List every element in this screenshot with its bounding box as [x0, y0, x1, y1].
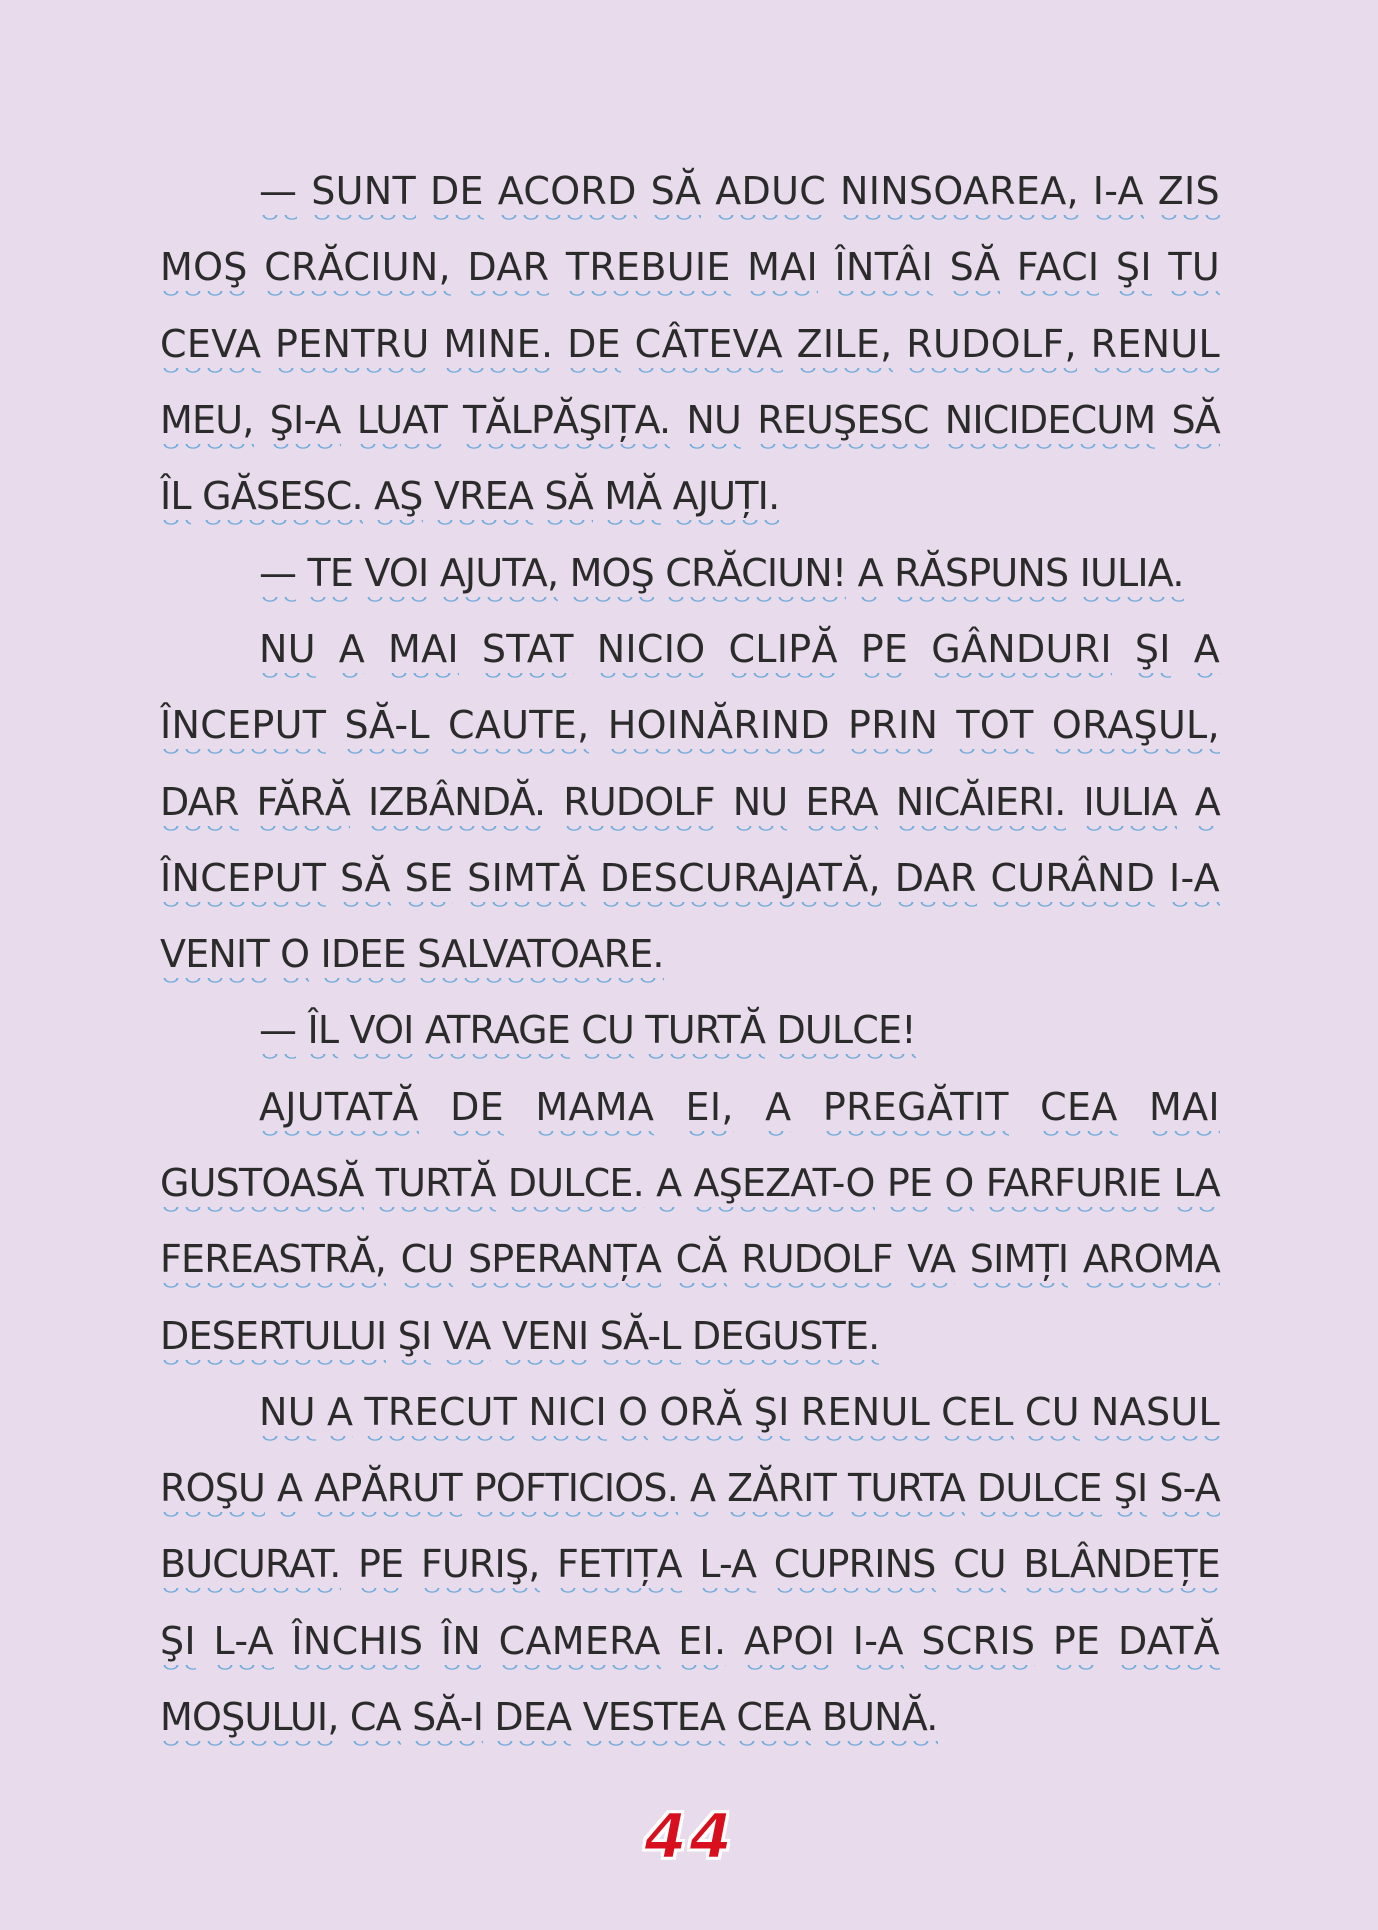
word: GÂNDURI — [931, 627, 1112, 677]
word: MAI — [388, 627, 459, 677]
word: SĂ — [544, 474, 593, 524]
word: ŞI — [160, 1619, 196, 1669]
word: TREBUIE — [566, 245, 731, 295]
word: A — [1194, 627, 1220, 677]
word: STAT — [482, 627, 574, 677]
word: MINE. — [443, 322, 553, 372]
word: RUDOLF, — [906, 322, 1077, 372]
word: ŞI — [1116, 245, 1152, 295]
word: CU — [581, 1008, 634, 1058]
word: ŞI — [398, 1314, 432, 1364]
word: AJUTA, — [440, 551, 559, 601]
word: MAI — [747, 245, 818, 295]
word: CAUTE, — [448, 703, 589, 753]
word: NU — [686, 398, 741, 448]
word: A — [339, 627, 365, 677]
text-line — [160, 156, 1220, 232]
word: ADUC — [715, 169, 826, 219]
text-line — [160, 232, 1220, 308]
word: TURTĂ — [645, 1008, 765, 1058]
word: CRĂCIUN, — [264, 245, 451, 295]
word: TRECUT — [364, 1390, 517, 1440]
word: VOI — [350, 1008, 414, 1058]
word: A — [656, 1161, 681, 1211]
word: O — [280, 932, 309, 982]
word: CA — [350, 1695, 401, 1745]
word: S-A — [1159, 1466, 1220, 1516]
text-line — [160, 614, 1220, 690]
word: CU — [953, 1542, 1006, 1592]
word: AJUȚI. — [673, 474, 780, 524]
word: RUDOLF — [741, 1237, 893, 1287]
word: A — [1195, 780, 1220, 830]
word: SUNT — [311, 169, 416, 219]
word: CEL — [941, 1390, 1014, 1440]
word: FARFURIE — [986, 1161, 1162, 1211]
word: MEU, — [160, 398, 254, 448]
word: SĂ-L — [600, 1314, 681, 1364]
word: TE — [307, 551, 353, 601]
word: FEREASTRĂ, — [160, 1237, 386, 1287]
word: MOŞ — [570, 551, 654, 601]
word: FACI — [1017, 245, 1100, 295]
word: DULCE. — [508, 1161, 644, 1211]
word: FETIȚA — [557, 1542, 682, 1592]
word: APĂRUT — [314, 1466, 462, 1516]
word: DE — [450, 1085, 504, 1135]
word: BLÂNDEȚE — [1023, 1542, 1220, 1592]
word: BUCURAT. — [160, 1542, 341, 1592]
word: VESTEA — [583, 1695, 726, 1745]
word: NINSOAREA, — [840, 169, 1079, 219]
word: DAR — [160, 780, 239, 830]
word: PE — [861, 627, 909, 677]
word: AŞ — [374, 474, 423, 524]
word: SĂ-I — [412, 1695, 483, 1745]
text-line — [160, 766, 1220, 842]
word: I-A — [853, 1619, 904, 1669]
word: CĂ — [676, 1237, 727, 1287]
text-line — [160, 461, 1220, 537]
text-line — [160, 843, 1220, 919]
word: NICI — [528, 1390, 607, 1440]
word: SIMȚI — [970, 1237, 1069, 1287]
word: CRĂCIUN! — [665, 551, 846, 601]
word: VOI — [364, 551, 428, 601]
word: ÎN — [441, 1619, 481, 1669]
word: CEVA — [160, 322, 261, 372]
word: DAR — [467, 245, 549, 295]
word: L-A — [699, 1542, 756, 1592]
word: MOŞ — [160, 245, 248, 295]
word: MAMA — [535, 1085, 654, 1135]
word: SALVATOARE. — [417, 932, 664, 982]
word: TĂLPĂŞIȚA. — [463, 398, 670, 448]
word: ZĂRIT — [727, 1466, 836, 1516]
word: PE — [358, 1542, 403, 1592]
word: DE — [430, 169, 484, 219]
word: ÎNCHIS — [291, 1619, 423, 1669]
word: VREA — [434, 474, 533, 524]
word: CEA — [736, 1695, 810, 1745]
word: IZBÂNDĂ. — [368, 780, 545, 830]
word: PE — [1053, 1619, 1101, 1669]
word: ACORD — [498, 169, 637, 219]
word: I-A — [1093, 169, 1144, 219]
word: ŞI-A — [270, 398, 341, 448]
text-line — [160, 309, 1220, 385]
word: LUAT — [357, 398, 447, 448]
word: — — [259, 551, 296, 601]
word: ATRAGE — [425, 1008, 570, 1058]
text-line — [160, 919, 1220, 995]
word: ZILE, — [797, 322, 893, 372]
word: RENUL — [801, 1390, 930, 1440]
word: AROMA — [1083, 1237, 1220, 1287]
word: APOI — [744, 1619, 835, 1669]
word: ÎNCEPUT — [160, 856, 326, 906]
word: DEGUSTE. — [692, 1314, 880, 1364]
word: SPERANȚA — [468, 1237, 661, 1287]
word: ERA — [805, 780, 877, 830]
word: FURIŞ, — [421, 1542, 540, 1592]
word: GUSTOASĂ — [160, 1161, 364, 1211]
word: PRIN — [848, 703, 938, 753]
word: IULIA. — [1080, 551, 1184, 601]
word: NICĂIERI. — [896, 780, 1066, 830]
word: FĂRĂ — [257, 780, 351, 830]
word: TURTĂ — [376, 1161, 496, 1211]
word: DESCURAJATĂ, — [600, 856, 881, 906]
word: MĂ — [604, 474, 661, 524]
text-line — [160, 1148, 1220, 1224]
word: NU — [259, 627, 316, 677]
word: I-A — [1169, 856, 1220, 906]
word: NICIDECUM — [945, 398, 1156, 448]
word: IDEE — [321, 932, 406, 982]
word: ÎNCEPUT — [160, 703, 326, 753]
word: DULCE — [977, 1466, 1102, 1516]
word: CU — [1025, 1390, 1080, 1440]
word: SĂ — [340, 856, 391, 906]
word: MOŞULUI, — [160, 1695, 339, 1745]
text-line — [160, 385, 1220, 461]
word: ZIS — [1158, 169, 1220, 219]
word: AŞEZAT-O — [693, 1161, 874, 1211]
word: — — [259, 1008, 296, 1058]
word: MAI — [1149, 1085, 1220, 1135]
word: A — [858, 551, 883, 601]
word: VENIT — [160, 932, 269, 982]
text-line — [160, 1072, 1220, 1148]
word: POFTICIOS. — [474, 1466, 678, 1516]
word: HOINĂRIND — [608, 703, 830, 753]
word: SCRIS — [921, 1619, 1035, 1669]
word: SĂ — [1171, 398, 1220, 448]
word: A — [277, 1466, 302, 1516]
text-line — [160, 995, 1220, 1071]
word: DESERTULUI — [160, 1314, 386, 1364]
word: NU — [259, 1390, 316, 1440]
word: CURÂND — [990, 856, 1155, 906]
word: TURTA — [848, 1466, 965, 1516]
word: CUPRINS — [774, 1542, 936, 1592]
text-line — [160, 1300, 1220, 1376]
word: RENUL — [1091, 322, 1220, 372]
word: A — [765, 1085, 791, 1135]
text-line — [160, 1377, 1220, 1453]
word: SĂ — [651, 169, 702, 219]
word: ÎL — [160, 474, 191, 524]
word: ORĂ — [659, 1390, 742, 1440]
word: ÎL — [307, 1008, 338, 1058]
word: ŞI — [1114, 1466, 1148, 1516]
word: RĂSPUNS — [894, 551, 1068, 601]
word: PREGĂTIT — [823, 1085, 1009, 1135]
word: TOT — [956, 703, 1033, 753]
word: AJUTATĂ — [259, 1085, 419, 1135]
word: NASUL — [1091, 1390, 1220, 1440]
word: SIMTĂ — [467, 856, 586, 906]
word: NICIO — [597, 627, 706, 677]
word: PE — [887, 1161, 932, 1211]
word: DAR — [895, 856, 977, 906]
word: A — [690, 1466, 715, 1516]
text-line — [160, 537, 1220, 613]
text-line — [160, 1606, 1220, 1682]
text-line — [160, 1682, 1220, 1758]
word: ŞI — [754, 1390, 790, 1440]
word: L-A — [214, 1619, 274, 1669]
text-line — [160, 690, 1220, 766]
page-number: 44 — [643, 1800, 735, 1873]
word: CLIPĂ — [728, 627, 837, 677]
word: REUŞESC — [757, 398, 928, 448]
word: VA — [907, 1237, 955, 1287]
word: A — [327, 1390, 353, 1440]
word: RUDOLF — [563, 780, 715, 830]
word: DATĂ — [1118, 1619, 1220, 1669]
word: NU — [733, 780, 788, 830]
word: SĂ — [950, 245, 1001, 295]
word: DEA — [494, 1695, 571, 1745]
word: CU — [401, 1237, 454, 1287]
word: — — [259, 169, 297, 219]
word: ROŞU — [160, 1466, 265, 1516]
word: CAMERA — [499, 1619, 661, 1669]
word: IULIA — [1083, 780, 1176, 830]
word: GĂSESC. — [202, 474, 363, 524]
word: SE — [405, 856, 454, 906]
word: PENTRU — [275, 322, 430, 372]
word: DE — [567, 322, 621, 372]
word: ÎNTÂI — [835, 245, 934, 295]
text-line — [160, 1453, 1220, 1529]
word: ŞI — [1135, 627, 1171, 677]
word: EI. — [678, 1619, 726, 1669]
story-text — [160, 156, 1220, 1758]
word: BUNĂ. — [822, 1695, 938, 1745]
word: TU — [1168, 245, 1220, 295]
word: CÂTEVA — [635, 322, 783, 372]
word: CEA — [1040, 1085, 1117, 1135]
text-line — [160, 1224, 1220, 1300]
word: O — [618, 1390, 648, 1440]
word: LA — [1174, 1161, 1220, 1211]
word: VENI — [502, 1314, 588, 1364]
word: EI, — [686, 1085, 734, 1135]
word: ORAŞUL, — [1052, 703, 1220, 753]
word: SĂ-L — [344, 703, 429, 753]
text-line — [160, 1529, 1220, 1605]
word: VA — [443, 1314, 491, 1364]
word: DULCE! — [776, 1008, 915, 1058]
word: O — [944, 1161, 973, 1211]
